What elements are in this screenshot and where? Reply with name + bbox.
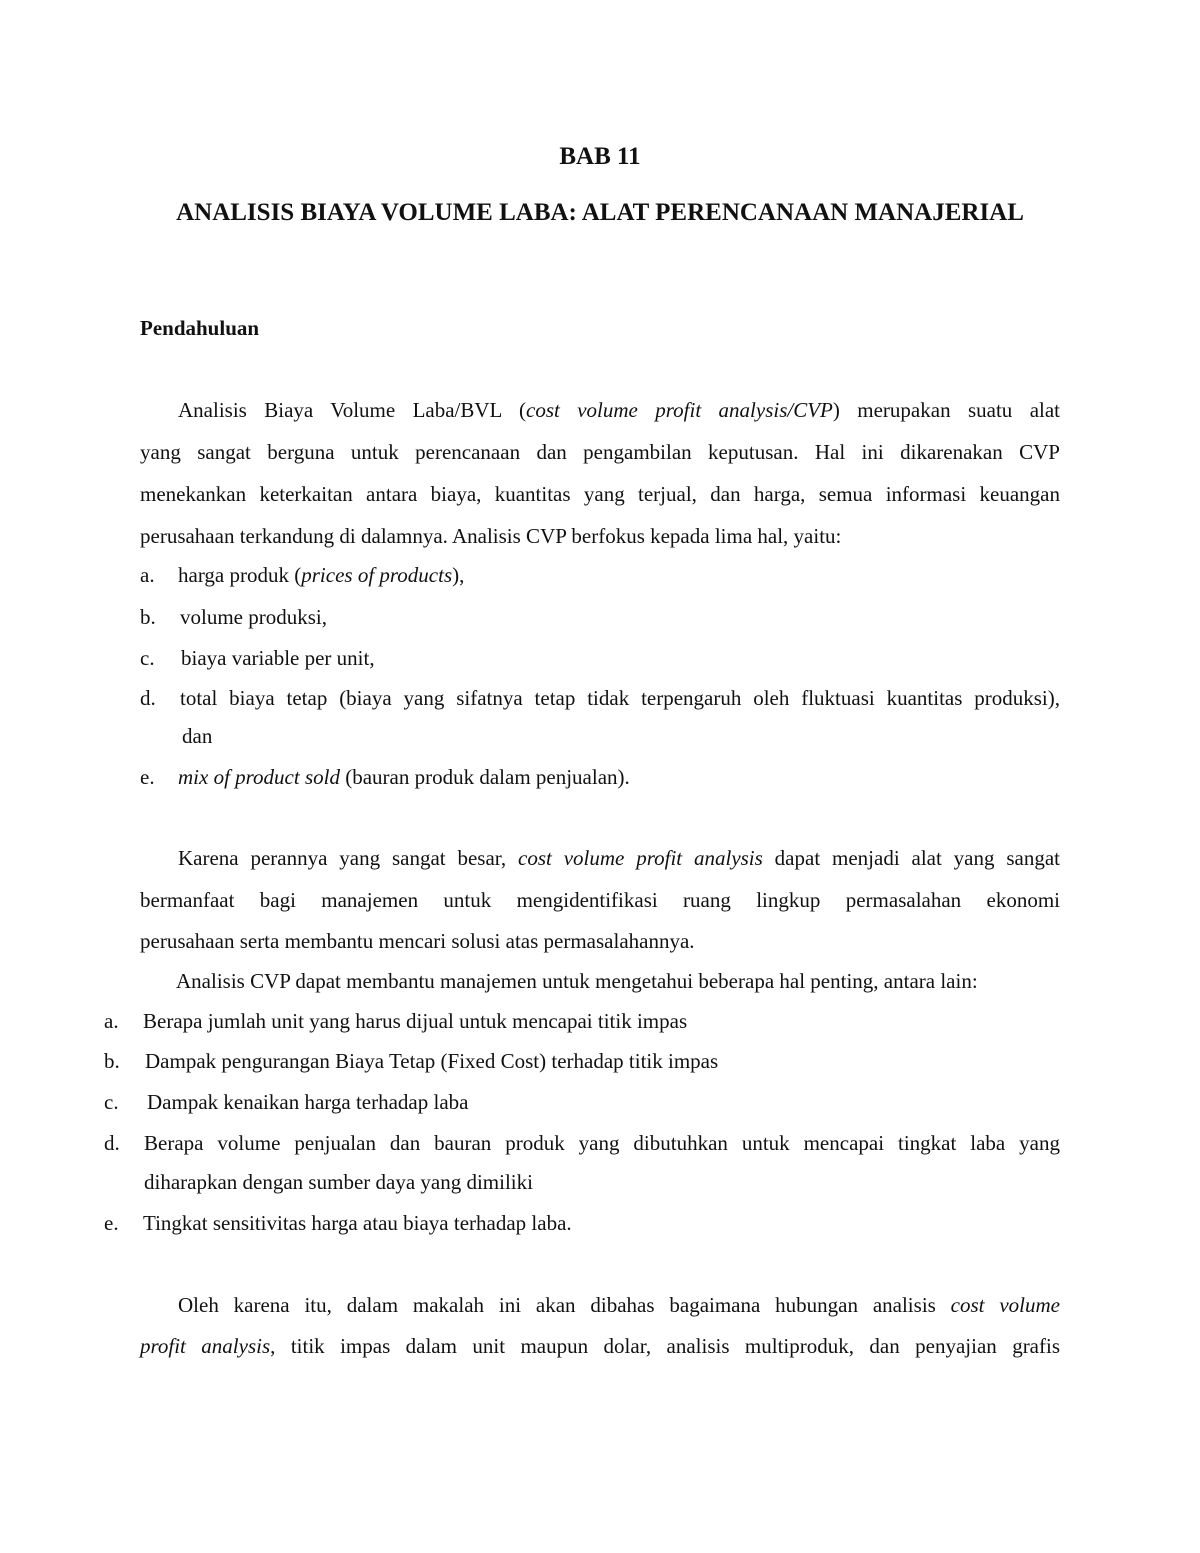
list-item-continuation: dan (182, 724, 213, 748)
list-label: b. (104, 1049, 120, 1073)
chapter-number: BAB 11 (559, 143, 641, 170)
list-item: Berapa jumlah unit yang harus dijual untuk mencapai titik impas (143, 1009, 688, 1033)
list-item: Berapa volume penjualan dan bauran produk yang dibutuhkan untuk mencapai tingkat laba yang (144, 1131, 1060, 1155)
closing-line-1: Oleh karena itu, dalam makalah ini akan dibahas bagaimana hubungan analisis cost volume (178, 1293, 1060, 1317)
list-item: Dampak kenaikan harga terhadap laba (147, 1090, 469, 1114)
list-label: c. (104, 1090, 119, 1114)
list-item: harga produk (prices of products), (178, 563, 465, 587)
list-item: volume produksi, (180, 605, 327, 629)
list-label: b. (140, 605, 156, 629)
para2-line-1: Karena perannya yang sangat besar, cost volume profit analysis dapat menjadi alat yang sangat (178, 846, 1061, 870)
list-item: mix of product sold (bauran produk dalam penjualan). (178, 765, 630, 789)
list-label: a. (104, 1009, 119, 1033)
para2-line-4: Analisis CVP dapat membantu manajemen untuk mengetahui beberapa hal penting, antara lain: (176, 969, 978, 993)
list-label: d. (140, 686, 156, 710)
para2-line-3: perusahaan serta membantu mencari solusi atas permasalahannya. (140, 929, 695, 953)
list-label: e. (104, 1211, 119, 1235)
list-item: Dampak pengurangan Biaya Tetap (Fixed Cost) terhadap titik impas (145, 1049, 719, 1073)
chapter-title: ANALISIS BIAYA VOLUME LABA: ALAT PERENCANAAN MANAJERIAL (176, 199, 1024, 226)
intro-line-2: yang sangat berguna untuk perencanaan dan pengambilan keputusan. Hal ini dikarenakan CVP (140, 440, 1060, 464)
section-heading: Pendahuluan (140, 316, 260, 340)
intro-line-1: Analisis Biaya Volume Laba/BVL (cost volume profit analysis/CVP) merupakan suatu alat (178, 398, 1061, 422)
list-label: e. (140, 765, 155, 789)
intro-line-3: menekankan keterkaitan antara biaya, kuantitas yang terjual, dan harga, semua informasi keuangan (140, 482, 1060, 506)
list-label: a. (140, 563, 155, 587)
list-item-continuation: diharapkan dengan sumber daya yang dimiliki (144, 1170, 533, 1194)
para2-line-2: bermanfaat bagi manajemen untuk mengidentifikasi ruang lingkup permasalahan ekonomi (140, 888, 1060, 912)
list-item: Tingkat sensitivitas harga atau biaya terhadap laba. (143, 1211, 572, 1235)
list-label: d. (104, 1131, 120, 1155)
intro-line-4: perusahaan terkandung di dalamnya. Analisis CVP berfokus kepada lima hal, yaitu: (140, 524, 842, 548)
list-item: biaya variable per unit, (181, 646, 375, 670)
list-label: c. (140, 646, 155, 670)
closing-line-2: profit analysis, titik impas dalam unit maupun dolar, analisis multiproduk, dan penyajian grafis (140, 1334, 1061, 1358)
list-item: total biaya tetap (biaya yang sifatnya tetap tidak terpengaruh oleh fluktuasi kuantitas produksi), (180, 686, 1060, 710)
